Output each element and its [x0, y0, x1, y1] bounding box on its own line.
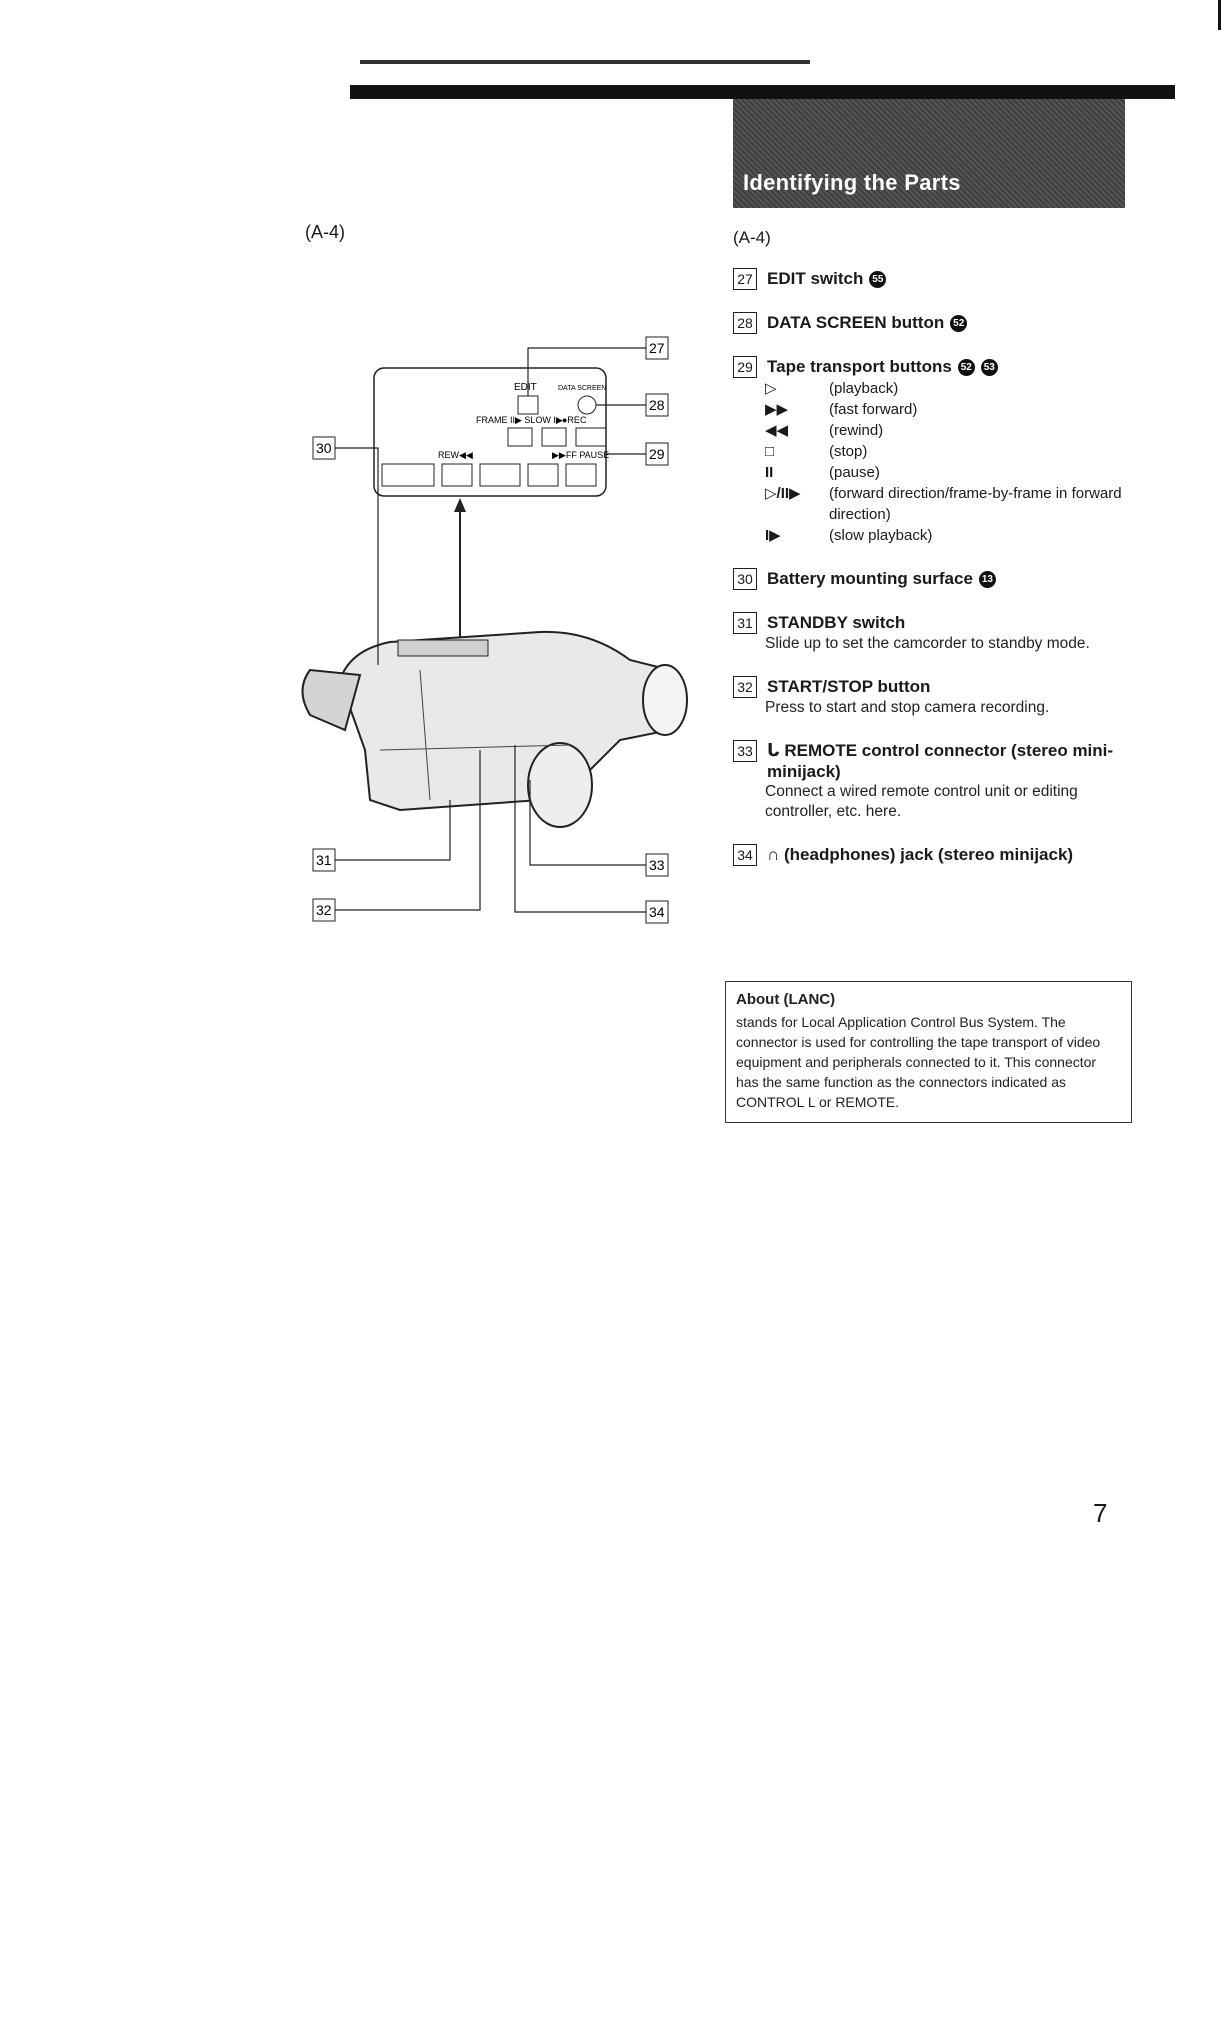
part-number: 28 — [733, 312, 757, 334]
stop-icon: □ — [765, 443, 775, 460]
headphones-icon: ∩ — [767, 845, 784, 864]
slow-play-icon: I▶ — [765, 527, 781, 544]
transport-desc: (playback) — [829, 380, 899, 397]
transport-desc: (pause) — [829, 464, 880, 481]
transport-desc: (slow playback) — [829, 527, 933, 544]
page-ref-badge: 55 — [869, 271, 886, 288]
callout-30: 30 — [316, 440, 332, 456]
part-title: START/STOP button — [767, 677, 931, 696]
panel-rew-label: REW◀◀ — [438, 450, 473, 460]
part-27 — [733, 268, 1133, 290]
camcorder-body — [340, 632, 686, 810]
part-32 — [733, 676, 1133, 718]
callout-33: 33 — [649, 857, 665, 873]
part-number: 32 — [733, 676, 757, 698]
play-icon: ▷ — [765, 380, 777, 397]
rewind-icon: ◀◀ — [765, 422, 789, 439]
callout-28: 28 — [649, 397, 665, 413]
panel-rec-label: ●REC — [562, 415, 587, 425]
about-title: About (LANC) — [736, 991, 836, 1008]
page-ref-badge: 13 — [979, 571, 996, 588]
top-rule — [350, 85, 1175, 99]
part-title: DATA SCREEN button — [767, 313, 945, 332]
lens-cap — [528, 743, 592, 827]
transport-desc: (rewind) — [829, 422, 884, 439]
fast-forward-icon: ▶▶ — [765, 401, 789, 418]
part-number: 34 — [733, 844, 757, 866]
lens-front — [643, 665, 687, 735]
part-31 — [733, 612, 1133, 654]
part-description: Press to start and stop camera recording. — [765, 699, 1050, 716]
top-panel — [398, 640, 488, 656]
page-ref-badge: 52 — [950, 315, 967, 332]
transport-desc: (forward direction/frame-by-frame in forward direction) — [829, 485, 1122, 523]
page-number: 7 — [1093, 1498, 1108, 1528]
transport-list — [765, 378, 1133, 546]
part-34 — [733, 844, 1133, 866]
part-33 — [733, 740, 1133, 822]
part-title: REMOTE control connector (stereo mini-minijack) — [767, 741, 1114, 781]
transport-desc: (stop) — [829, 443, 868, 460]
pause-icon: II — [765, 464, 774, 481]
about-lanc-box — [725, 981, 1132, 1123]
top-thin-rule — [360, 60, 810, 64]
part-title: EDIT switch — [767, 269, 864, 288]
camcorder-diagram — [290, 330, 710, 930]
part-30 — [733, 568, 1133, 590]
part-number: 31 — [733, 612, 757, 634]
part-28 — [733, 312, 1133, 334]
part-title: Tape transport buttons — [767, 357, 952, 376]
part-number: 30 — [733, 568, 757, 590]
part-description: Slide up to set the camcorder to standby mode. — [765, 635, 1090, 652]
callout-32: 32 — [316, 902, 332, 918]
section-title: Identifying the Parts — [743, 170, 961, 195]
parts-list — [733, 228, 1133, 888]
callout-27: 27 — [649, 340, 665, 356]
part-number: 29 — [733, 356, 757, 378]
callout-31: 31 — [316, 852, 332, 868]
list-label: (A-4) — [733, 228, 771, 247]
about-text: stands for Local Application Control Bus System. The connector is used for controlling the tape transport of video equipment and peripherals connected to it. This connector has the same function as the connectors indicated as CONTROL L or REMOTE. — [736, 1014, 1101, 1110]
part-number: 33 — [733, 740, 757, 762]
panel-frame-slow-label: FRAME II▶ SLOW I▶ — [476, 415, 563, 425]
edit-switch-shape — [518, 396, 538, 414]
panel-data-screen-label: DATA SCREEN — [558, 385, 607, 392]
page-ref-badge: 52 — [958, 359, 975, 376]
part-29 — [733, 356, 1133, 546]
panel-ff-pause-label: ▶▶FF PAUSE — [552, 450, 610, 460]
part-title: Battery mounting surface — [767, 569, 973, 588]
viewfinder-eyecup — [303, 670, 361, 730]
page-ref-badge: 53 — [981, 359, 998, 376]
part-number: 27 — [733, 268, 757, 290]
section-header — [733, 99, 1125, 208]
figure-label: (A-4) — [305, 222, 345, 242]
transport-desc: (fast forward) — [829, 401, 918, 418]
edge-mark — [1218, 0, 1221, 30]
frame-forward-icon: ▷/II▶ — [765, 485, 801, 502]
callout-29: 29 — [649, 446, 665, 462]
part-title: STANDBY switch — [767, 613, 906, 632]
callout-34: 34 — [649, 904, 665, 920]
part-title: (headphones) jack (stereo minijack) — [784, 845, 1074, 864]
lanc-icon: ᒐ — [767, 741, 785, 760]
data-screen-button-shape — [578, 396, 596, 414]
part-description: Connect a wired remote control unit or editing controller, etc. here. — [765, 783, 1078, 820]
panel-edit-label: EDIT — [514, 382, 537, 393]
